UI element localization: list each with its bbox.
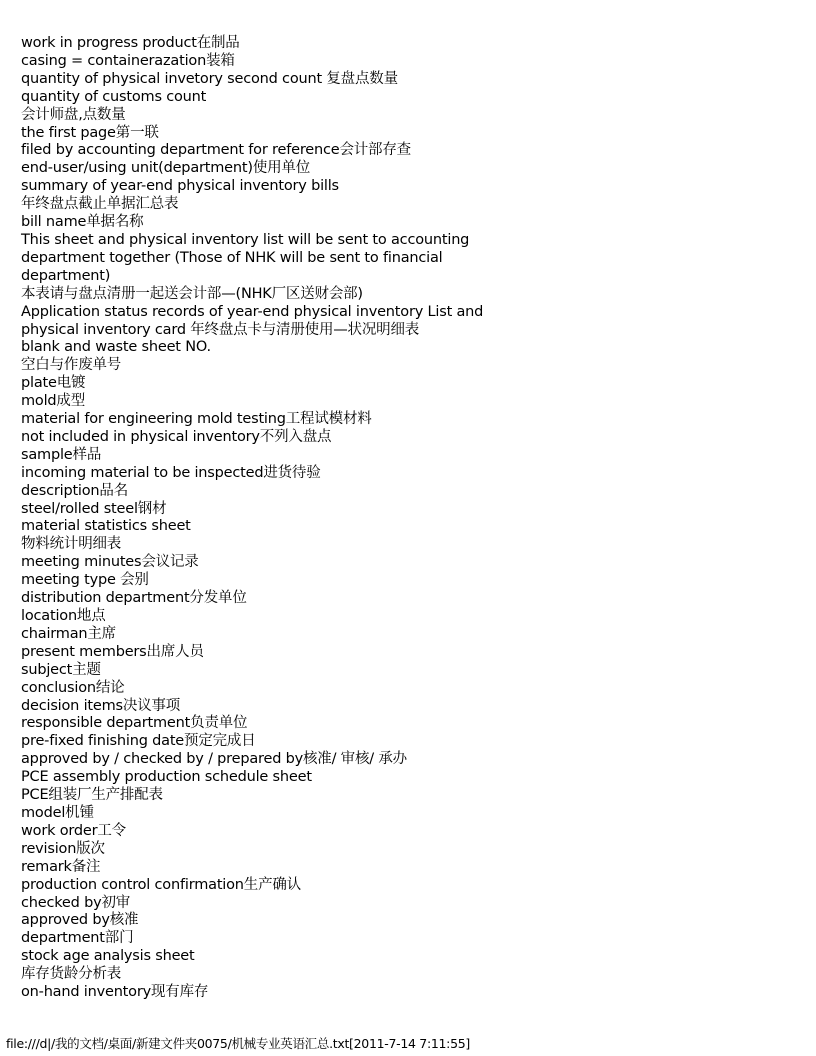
text-line: bill name单据名称 [21, 214, 144, 231]
text-line: summary of year-end physical inventory bills [21, 178, 339, 195]
text-line: decision items决议事项 [21, 697, 181, 714]
text-line: work order工令 [21, 822, 126, 839]
text-line: material for engineering mold testing工程试模材料 [21, 411, 372, 428]
text-line: meeting minutes会议记录 [21, 554, 199, 571]
text-line: conclusion结论 [21, 679, 125, 696]
text-line: filed by accounting department for reference会计部存查 [21, 142, 411, 159]
text-line: model机锺 [21, 804, 94, 821]
text-line: description品名 [21, 482, 129, 499]
text-line: stock age analysis sheet [21, 948, 195, 965]
text-paragraph: Application status records of year-end physical inventory List and physical inventory card 年终盘点卡与清册使用—状况明细表 [21, 303, 484, 338]
document-body [21, 35, 491, 1002]
text-line: not included in physical inventory不列入盘点 [21, 428, 332, 445]
text-line: end-user/using unit(department)使用单位 [21, 160, 311, 177]
text-line: quantity of physical invetory second count 复盘点数量 [21, 70, 398, 87]
text-line: material statistics sheet [21, 518, 191, 535]
text-line: the first page第一联 [21, 124, 159, 141]
text-paragraph: This sheet and physical inventory list will be sent to accounting department together (Those of NHK will be sent to financial department) [21, 231, 470, 284]
text-line: work in progress product在制品 [21, 35, 240, 51]
text-line: 物料统计明细表 [21, 536, 122, 553]
text-line: plate电镀 [21, 375, 86, 392]
text-line: on-hand inventory现有库存 [21, 984, 209, 1001]
text-line: 会计师盘,点数量 [21, 106, 126, 123]
text-line: 空白与作废单号 [21, 357, 122, 374]
text-line: distribution department分发单位 [21, 590, 247, 607]
text-line: responsible department负责单位 [21, 715, 248, 732]
text-line: pre-fixed finishing date预定完成日 [21, 733, 256, 750]
file-path-footer: file:///d|/我的文档/桌面/新建文件夹0075/机械专业英语汇总.txt[2011-7-14 7:11:55] [6, 1036, 470, 1051]
text-line: 本表请与盘点清册一起送会计部—(NHK厂区送财会部) [21, 285, 363, 302]
text-line: chairman主席 [21, 625, 116, 642]
text-line: quantity of customs count [21, 88, 207, 105]
text-line: department部门 [21, 930, 134, 947]
text-line: present members出席人员 [21, 643, 204, 660]
text-line: meeting type 会别 [21, 572, 149, 589]
text-line: location地点 [21, 608, 106, 624]
text-line: sample样品 [21, 446, 102, 463]
text-line: casing = containerazation装箱 [21, 52, 235, 69]
text-line: approved by核准 [21, 912, 139, 929]
text-line: PCE assembly production schedule sheet [21, 769, 312, 786]
text-line: 库存货龄分析表 [21, 966, 122, 983]
text-line: blank and waste sheet NO. [21, 339, 211, 356]
text-line: steel/rolled steel钢材 [21, 500, 167, 517]
text-line: approved by / checked by / prepared by核准/ 审核/ 承办 [21, 751, 407, 768]
text-line: revision版次 [21, 840, 105, 857]
text-line: PCE组装厂生产排配表 [21, 787, 163, 804]
text-line: 年终盘点截止单据汇总表 [21, 196, 179, 213]
text-line: incoming material to be inspected进货待验 [21, 464, 321, 481]
text-line: production control confirmation生产确认 [21, 876, 301, 893]
text-line: subject主题 [21, 661, 101, 678]
text-line: checked by初审 [21, 894, 131, 911]
text-line: remark备注 [21, 858, 101, 875]
text-line: mold成型 [21, 393, 86, 410]
